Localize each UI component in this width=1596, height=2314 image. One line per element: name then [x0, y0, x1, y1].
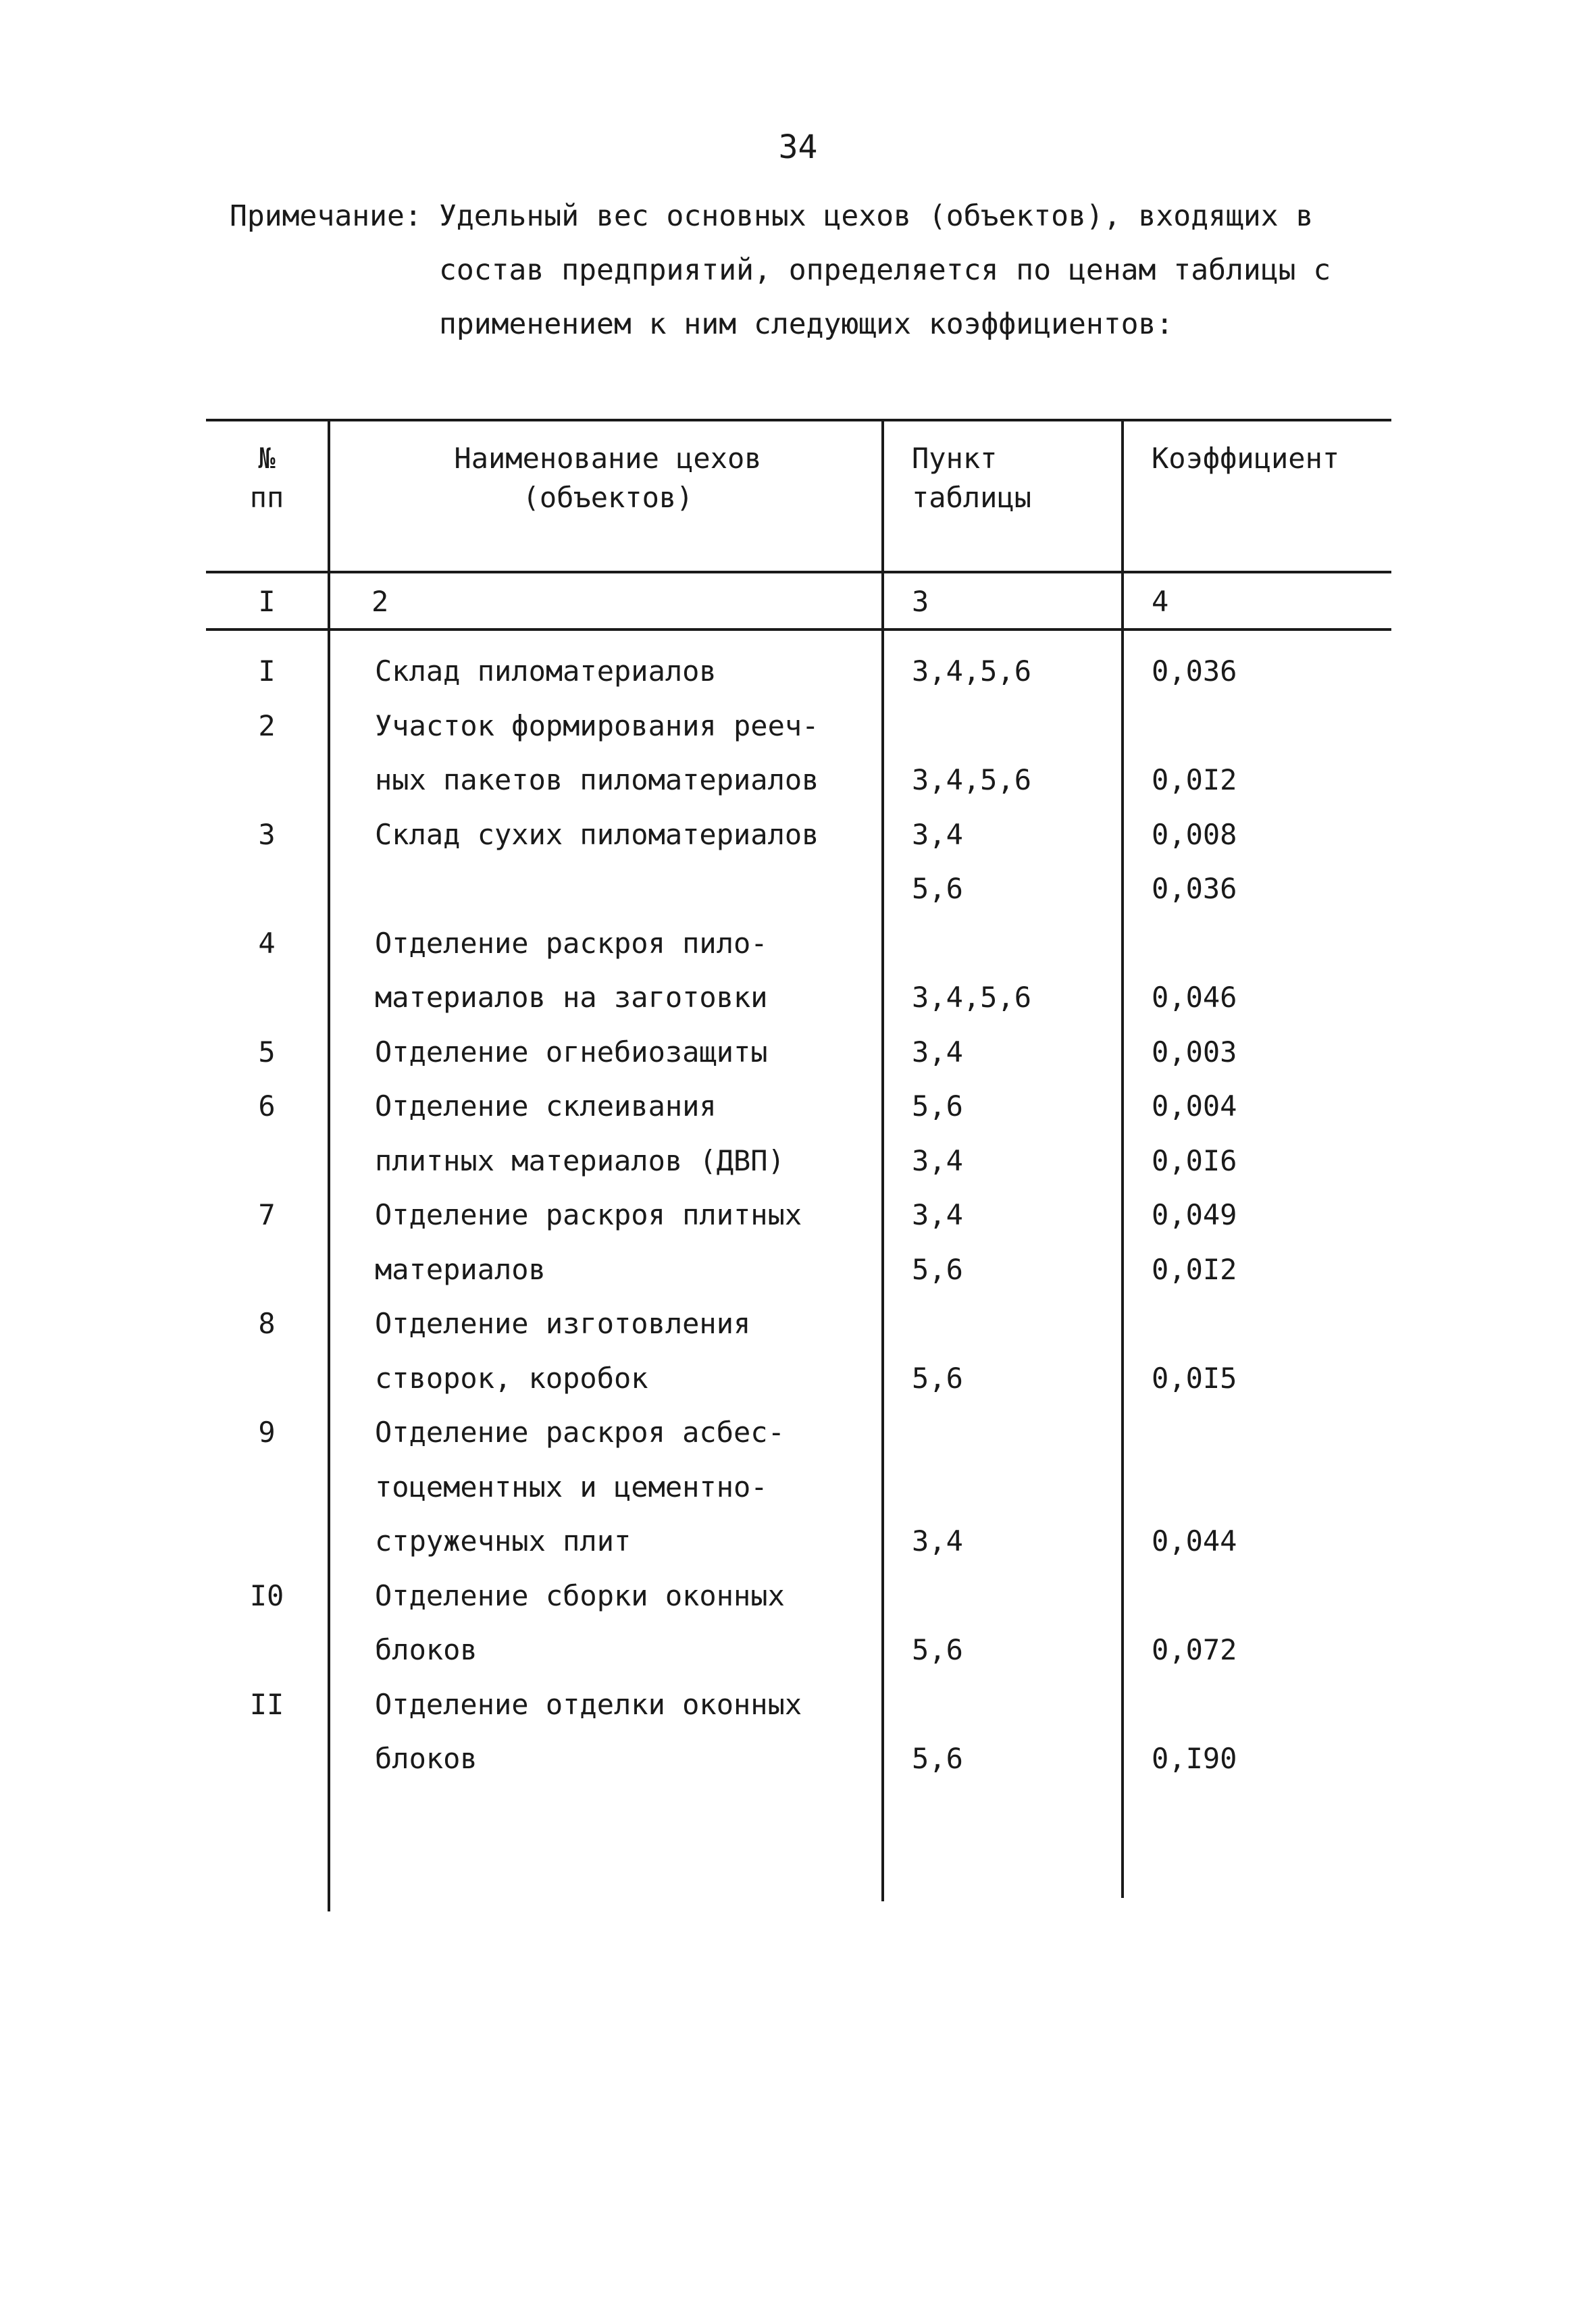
row-coefficient: 0,0I6 [1152, 1143, 1237, 1177]
header-num: № пп [249, 442, 284, 514]
row-coefficient: 0,046 [1152, 981, 1237, 1014]
row-coefficient: 0,044 [1152, 1524, 1237, 1558]
row-name: Участок формирования рееч- [375, 709, 819, 742]
note-label: Примечание: [230, 199, 422, 233]
row-point: 3,4 [912, 1035, 963, 1069]
row-point: 3,4,5,6 [912, 763, 1032, 796]
row-name: Склад сухих пиломатериалов [375, 817, 819, 851]
row-point: 3,4,5,6 [912, 654, 1032, 688]
row-coefficient: 0,0I5 [1152, 1361, 1237, 1395]
row-number: I0 [249, 1578, 284, 1612]
row-name: Склад пиломатериалов [375, 654, 717, 688]
row-point: 5,6 [912, 1742, 963, 1775]
row-point: 5,6 [912, 1089, 963, 1123]
row-coefficient: 0,036 [1152, 872, 1237, 905]
table-rule [206, 628, 1391, 631]
header-coefficient: Коэффициент [1152, 442, 1340, 475]
column-number: I [258, 585, 276, 618]
row-number: 3 [258, 817, 276, 851]
column-number: 2 [371, 585, 389, 618]
row-name: Отделение отделки оконных [375, 1687, 802, 1721]
row-name: тоцементных и цементно- [375, 1470, 768, 1503]
row-name: Отделение раскроя пило- [375, 926, 768, 960]
row-number: II [249, 1687, 284, 1721]
row-point: 3,4,5,6 [912, 981, 1032, 1014]
row-name: плитных материалов (ДВП) [375, 1143, 785, 1177]
column-number: 3 [912, 585, 929, 618]
row-name: материалов [375, 1252, 546, 1286]
row-coefficient: 0,003 [1152, 1035, 1237, 1069]
row-number: I [258, 654, 276, 688]
row-name: ных пакетов пиломатериалов [375, 763, 819, 796]
row-name: Отделение огнебиозащиты [375, 1035, 768, 1069]
row-coefficient: 0,I90 [1152, 1742, 1237, 1775]
row-coefficient: 0,0I2 [1152, 1252, 1237, 1286]
header-name: Наименование цехов (объектов) [454, 442, 762, 514]
row-coefficient: 0,008 [1152, 817, 1237, 851]
row-name: Отделение раскроя асбес- [375, 1416, 785, 1449]
row-coefficient: 0,0I2 [1152, 763, 1237, 796]
row-name: материалов на заготовки [375, 981, 768, 1014]
row-number: 7 [258, 1198, 276, 1231]
row-point: 5,6 [912, 1633, 963, 1666]
row-number: 8 [258, 1307, 276, 1340]
note-line: Удельный вес основных цехов (объектов), входящих в [439, 199, 1314, 233]
row-coefficient: 0,036 [1152, 654, 1237, 688]
row-point: 3,4 [912, 1524, 963, 1558]
note-line: применением к ним следующих коэффициентов: [439, 307, 1174, 341]
row-coefficient: 0,049 [1152, 1198, 1237, 1231]
row-point: 5,6 [912, 872, 963, 905]
row-point: 3,4 [912, 817, 963, 851]
table-rule [206, 571, 1391, 573]
page-number: 34 [778, 128, 818, 166]
row-number: 2 [258, 709, 276, 742]
row-point: 3,4 [912, 1198, 963, 1231]
note [230, 189, 1378, 351]
row-number: 9 [258, 1416, 276, 1449]
row-name: Отделение раскроя плитных [375, 1198, 802, 1231]
column-number: 4 [1152, 585, 1169, 618]
table-rule [206, 419, 1391, 421]
row-point: 3,4 [912, 1143, 963, 1177]
row-name: блоков [375, 1742, 478, 1775]
row-coefficient: 0,004 [1152, 1089, 1237, 1123]
row-number: 6 [258, 1089, 276, 1123]
coefficients-table [206, 419, 1391, 1911]
row-name: створок, коробок [375, 1361, 648, 1395]
row-name: Отделение сборки оконных [375, 1578, 785, 1612]
row-name: блоков [375, 1633, 478, 1666]
header-point: Пункт таблицы [912, 442, 1032, 514]
row-name: стружечных плит [375, 1524, 632, 1558]
row-name: Отделение склеивания [375, 1089, 717, 1123]
note-line: состав предприятий, определяется по ценам таблицы с [439, 253, 1331, 287]
table-column-rule [328, 419, 330, 1911]
row-number: 4 [258, 926, 276, 960]
row-point: 5,6 [912, 1361, 963, 1395]
row-coefficient: 0,072 [1152, 1633, 1237, 1666]
row-name: Отделение изготовления [375, 1307, 751, 1340]
row-point: 5,6 [912, 1252, 963, 1286]
row-number: 5 [258, 1035, 276, 1069]
